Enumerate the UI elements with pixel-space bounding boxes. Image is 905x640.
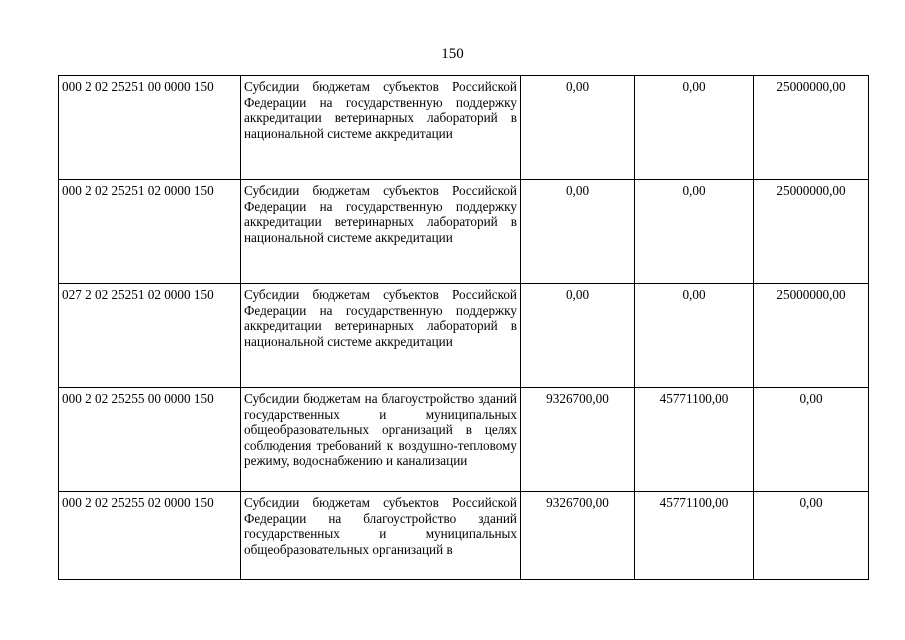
budget-name-cell: Субсидии бюджетам субъектов Российской Федерации на государственную поддержку аккредитации ветеринарных лабораторий в национальной системе аккредитации [241, 284, 521, 388]
budget-code-cell: 000 2 02 25251 00 0000 150 [59, 76, 241, 180]
budget-code-cell: 000 2 02 25255 00 0000 150 [59, 388, 241, 492]
budget-name-cell: Субсидии бюджетам на благоустройство зданий государственных и муниципальных общеобразовательных организаций в целях соблюдения требований к воздушно-тепловому режиму, водоснабжению и канализации [241, 388, 521, 492]
value-3-cell: 0,00 [754, 492, 869, 580]
value-1-cell: 0,00 [521, 180, 635, 284]
value-1-cell: 0,00 [521, 76, 635, 180]
value-3-cell: 25000000,00 [754, 76, 869, 180]
budget-name-cell: Субсидии бюджетам субъектов Российской Федерации на государственную поддержку аккредитации ветеринарных лабораторий в национальной системе аккредитации [241, 76, 521, 180]
value-2-cell: 45771100,00 [635, 388, 754, 492]
value-3-cell: 25000000,00 [754, 180, 869, 284]
budget-code-cell: 000 2 02 25255 02 0000 150 [59, 492, 241, 580]
value-2-cell: 0,00 [635, 76, 754, 180]
table-row [59, 180, 869, 284]
value-3-cell: 0,00 [754, 388, 869, 492]
budget-name-cell: Субсидии бюджетам субъектов Российской Федерации на благоустройство зданий государственных и муниципальных общеобразовательных организаций в [241, 492, 521, 580]
budget-code-cell: 027 2 02 25251 02 0000 150 [59, 284, 241, 388]
table-row [59, 388, 869, 492]
value-1-cell: 9326700,00 [521, 388, 635, 492]
table-row [59, 492, 869, 580]
value-2-cell: 45771100,00 [635, 492, 754, 580]
budget-name-cell: Субсидии бюджетам субъектов Российской Федерации на государственную поддержку аккредитации ветеринарных лабораторий в национальной системе аккредитации [241, 180, 521, 284]
table-row [59, 76, 869, 180]
value-2-cell: 0,00 [635, 284, 754, 388]
value-1-cell: 0,00 [521, 284, 635, 388]
budget-code-cell: 000 2 02 25251 02 0000 150 [59, 180, 241, 284]
value-2-cell: 0,00 [635, 180, 754, 284]
value-1-cell: 9326700,00 [521, 492, 635, 580]
page-number: 150 [441, 46, 464, 62]
budget-table [58, 75, 869, 580]
value-3-cell: 25000000,00 [754, 284, 869, 388]
table-row [59, 284, 869, 388]
